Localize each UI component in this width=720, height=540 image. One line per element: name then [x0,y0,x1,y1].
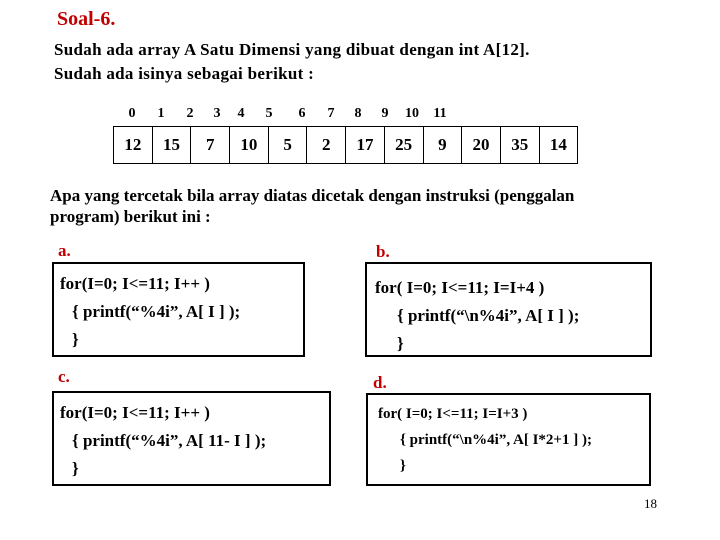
code-line: { printf(“\n%4i”, A[ I ] ); [397,306,580,325]
option-c-code-box [52,391,331,486]
code-line: for( I=0; I<=11; I=I+4 ) [375,278,545,297]
option-b-label: b. [376,242,390,261]
code-line: for(I=0; I<=11; I++ ) [60,274,210,293]
code-line: { printf(“\n%4i”, A[ I*2+1 ] ); [400,432,592,448]
code-line: { printf(“%4i”, A[ I ] ); [72,302,241,321]
array-cell: 5 [268,127,307,164]
intro-line-1: Sudah ada array A Satu Dimensi yang dibuat dengan int A[12]. [54,40,530,59]
question-line-2: program) berikut ini : [50,207,211,226]
array-index: 1 [157,106,165,121]
array-cell: 20 [462,127,501,164]
option-d-code-box [366,393,651,486]
code-line: } [72,459,79,478]
intro-line-2: Sudah ada isinya sebagai berikut : [54,64,315,83]
option-b-code-box [365,262,652,357]
array-cell: 9 [423,127,462,164]
array-cell: 12 [114,127,153,164]
array-index: 6 [298,106,306,121]
array-cell: 10 [230,127,269,164]
option-a-label: a. [58,241,71,260]
code-line: } [400,458,406,474]
code-line: } [397,334,404,353]
option-a-code-box [52,262,305,357]
array-cell: 2 [307,127,346,164]
page-number: 18 [644,496,657,511]
array-cell: 25 [384,127,423,164]
code-line: { printf(“%4i”, A[ 11- I ] ); [72,431,267,450]
code-line: } [72,330,79,349]
option-d-label: d. [373,373,387,392]
array-value-row [114,127,578,164]
array-index: 0 [128,106,136,121]
array-index: 8 [354,106,362,121]
array-index: 4 [237,106,245,121]
array-index: 10 [405,106,419,121]
array-table [113,126,578,164]
slide-title: Soal-6. [57,8,116,30]
array-cell: 14 [539,127,578,164]
array-index: 7 [327,106,335,121]
option-c-label: c. [58,367,70,386]
array-cell: 35 [500,127,539,164]
question-line-1: Apa yang tercetak bila array diatas dicetak dengan instruksi (penggalan [50,186,575,205]
array-index: 9 [381,106,389,121]
array-index: 2 [186,106,194,121]
array-cell: 17 [346,127,385,164]
array-cell: 15 [152,127,191,164]
array-index: 3 [213,106,221,121]
array-cell: 7 [191,127,230,164]
code-line: for(I=0; I<=11; I++ ) [60,403,210,422]
array-index: 11 [433,106,447,121]
code-line: for( I=0; I<=11; I=I+3 ) [378,406,528,422]
array-index: 5 [265,106,273,121]
